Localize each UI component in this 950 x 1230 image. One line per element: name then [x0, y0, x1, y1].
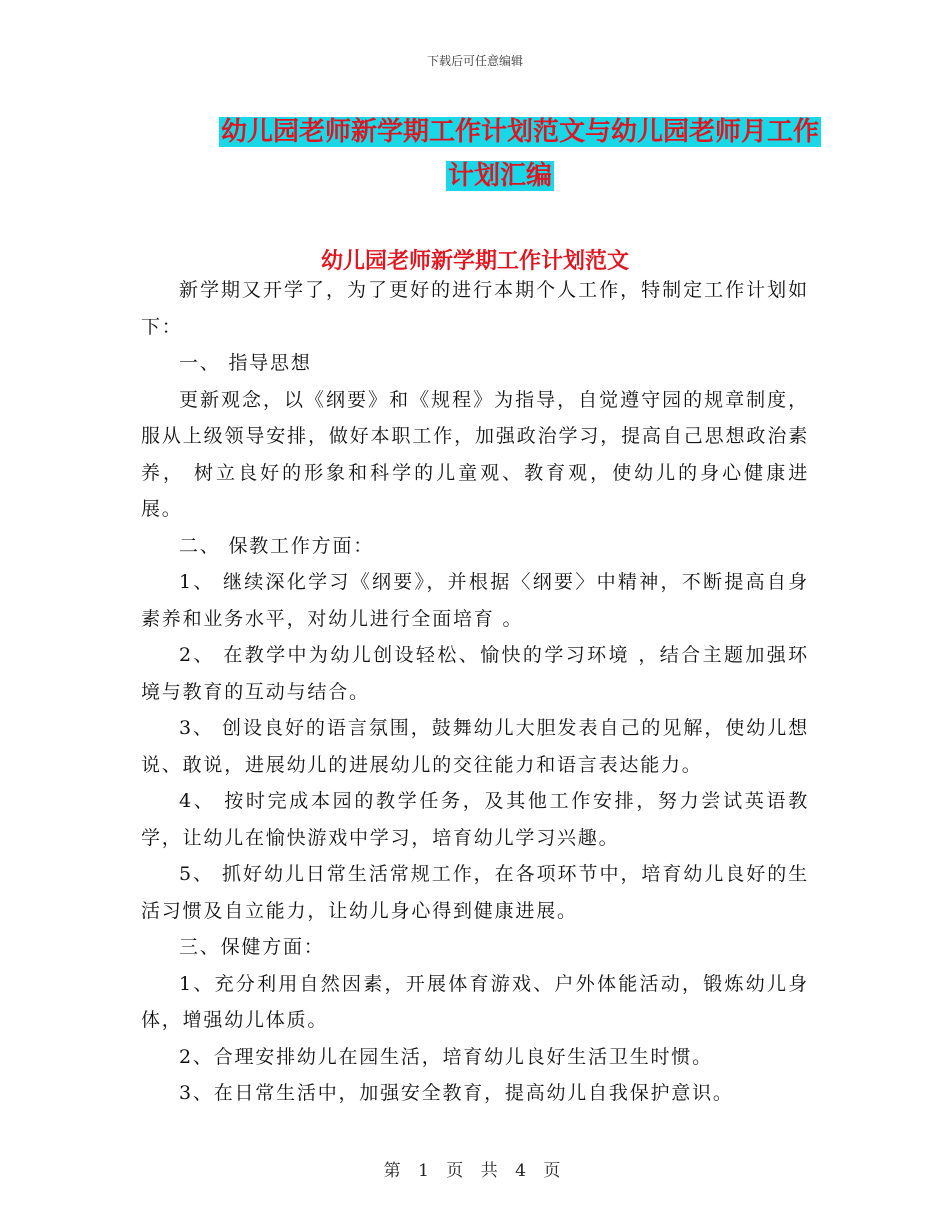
heading-health-care: 三、保健方面：	[179, 936, 325, 958]
list-item: 5、 抓好幼儿日常生活常规工作，在各项环节中，培育幼儿良好的生活习惯及自立能力，让幼儿身心得到健康进展。	[141, 863, 809, 922]
list-item: 4、 按时完成本园的教学任务，及其他工作安排，努力尝试英语教学，让幼儿在愉快游戏中学习，培育幼儿学习兴趣。	[141, 790, 809, 849]
list-item: 1、充分利用自然因素，开展体育游戏、户外体能活动，锻炼幼儿身体，增强幼儿体质。	[141, 972, 809, 1031]
list-item: 2、 在教学中为幼儿创设轻松、愉快的学习环境 ，结合主题加强环境与教育的互动与结合。	[141, 644, 809, 703]
document-title-line-1: 幼儿园老师新学期工作计划范文与幼儿园老师月工作	[220, 117, 819, 147]
paragraph-intro: 新学期又开学了，为了更好的进行本期个人工作，特制定工作计划如下：	[141, 279, 809, 338]
heading-teaching-work: 二、 保教工作方面：	[179, 534, 375, 557]
list-item: 1、 继续深化学习《纲要》，并根据〈纲要〉中精神，不断提高自身素养和业务水平，对幼儿进行全面培育 。	[141, 571, 809, 630]
header-note: 下载后可任意编辑	[426, 54, 523, 68]
list-item: 2、合理安排幼儿在园生活，培育幼儿良好生活卫生时惯。	[179, 1045, 713, 1068]
page-footer: 第 1 页 共 4 页	[383, 1161, 567, 1181]
document-title-line-2: 计划汇编	[447, 161, 552, 191]
paragraph-guiding-thought: 更新观念，以《纲要》和《规程》为指导，自觉遵守园的规章制度，服从上级领导安排，做好本职工作，加强政治学习，提高自己思想政治素养， 树立良好的形象和科学的儿童观、教育观，使幼儿的身心健康进展。	[141, 388, 809, 520]
document-body	[141, 272, 809, 1112]
list-item: 3、在日常生活中，加强安全教育，提高幼儿自我保护意识。	[179, 1082, 734, 1104]
document-title	[140, 110, 860, 198]
list-item: 3、 创设良好的语言氛围，鼓舞幼儿大胆发表自己的见解，使幼儿想说、敢说，进展幼儿的进展幼儿的交往能力和语言表达能力。	[141, 717, 809, 776]
section-title: 幼儿园老师新学期工作计划范文	[320, 249, 629, 274]
heading-guiding-thought: 一、 指导思想	[179, 352, 312, 374]
